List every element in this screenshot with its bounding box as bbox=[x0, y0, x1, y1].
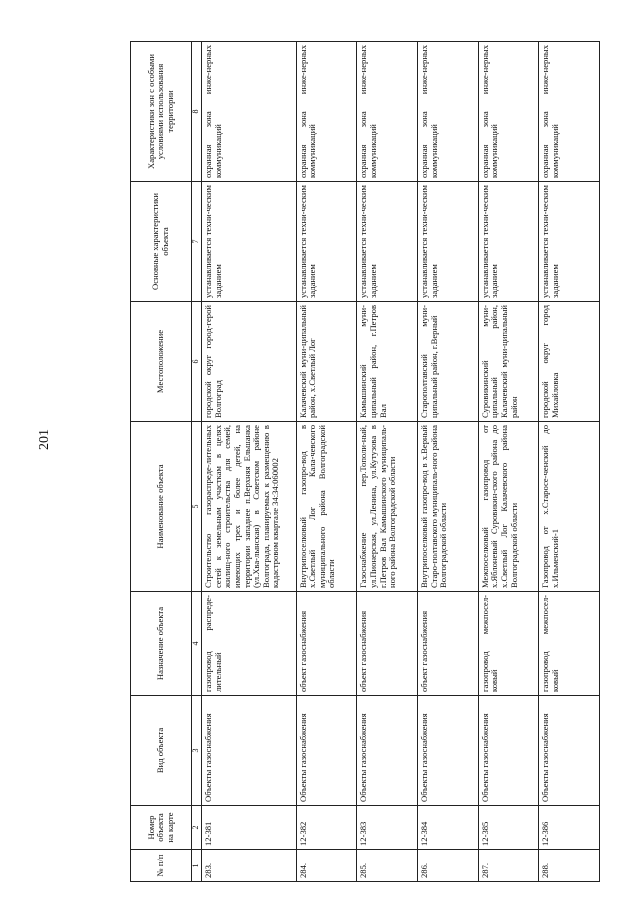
header-row bbox=[131, 42, 192, 882]
cell-name: Внутрипоселковый газопро-вод в х.Верный Старо-полтавского муниципаль-ного района Волгоградской области bbox=[417, 422, 478, 592]
cell-location: городской округ город-герой Волгоград bbox=[202, 302, 297, 422]
col-header-name: Наименование объекта bbox=[131, 422, 192, 592]
cell-map-number: 12-381 bbox=[202, 806, 297, 850]
cell-name: Внутрипоселковый газопро-вод в х.Светлый Лог Кала-чевского муниципального района Волгоградской области bbox=[296, 422, 357, 592]
cell-zone: охранная зона инже-нерных коммуникаций bbox=[417, 42, 478, 182]
cell-zone: охранная зона инже-нерных коммуникаций bbox=[478, 42, 539, 182]
cell-object-kind: Объекты газоснабжения bbox=[296, 696, 357, 806]
cell-zone: охранная зона инже-нерных коммуникаций bbox=[296, 42, 357, 182]
col-number: 3 bbox=[192, 696, 202, 806]
cell-characteristics: устанавливается техни-ческим заданием bbox=[478, 182, 539, 302]
cell-location: Старополтавский муни-ципальный район, г.Верный bbox=[417, 302, 478, 422]
cell-location: Камышинский муни-ципальный район, г.Петров Вал bbox=[357, 302, 418, 422]
cell-location: Суровикинский муни-ципальный район, Калачевский муни-ципальный район bbox=[478, 302, 539, 422]
column-number-row bbox=[192, 42, 202, 882]
cell-location: городской округ город Михайловка bbox=[539, 302, 600, 422]
table-row bbox=[478, 42, 539, 882]
objects-table bbox=[130, 41, 600, 882]
cell-name: Межпоселковый газопровод от х.Яблоневый Суровикин-ского района до х.Светлый Лог Калачевского района Волгоградской области bbox=[478, 422, 539, 592]
cell-map-number: 12-384 bbox=[417, 806, 478, 850]
cell-object-kind: Объекты газоснабжения bbox=[202, 696, 297, 806]
cell-zone: охранная зона инже-нерных коммуникаций bbox=[357, 42, 418, 182]
table-row bbox=[202, 42, 297, 882]
col-number: 8 bbox=[192, 42, 202, 182]
cell-zone: охранная зона инже-нерных коммуникаций bbox=[539, 42, 600, 182]
cell-object-kind: Объекты газоснабжения bbox=[539, 696, 600, 806]
col-header-index: № п/п bbox=[131, 850, 192, 882]
cell-index: 288. bbox=[539, 850, 600, 882]
col-header-purpose: Назначение объекта bbox=[131, 592, 192, 696]
table-row bbox=[296, 42, 357, 882]
col-header-characteristics: Основные характеристики объекта bbox=[131, 182, 192, 302]
col-header-zone: Характеристики зон с особыми условиями использования территории bbox=[131, 42, 192, 182]
cell-map-number: 12-385 bbox=[478, 806, 539, 850]
cell-purpose: газопровод межпосел-ковый bbox=[539, 592, 600, 696]
cell-purpose: газопровод межпосел-ковый bbox=[478, 592, 539, 696]
cell-purpose: объект газоснабжения bbox=[357, 592, 418, 696]
cell-name: Газопровод от х.Старосе-ченский до х.Ильменский-1 bbox=[539, 422, 600, 592]
cell-characteristics: устанавливается техни-ческим заданием bbox=[539, 182, 600, 302]
cell-zone: охранная зона инже-нерных коммуникаций bbox=[202, 42, 297, 182]
cell-map-number: 12-386 bbox=[539, 806, 600, 850]
col-header-location: Местоположение bbox=[131, 302, 192, 422]
cell-purpose: объект газоснабжения bbox=[296, 592, 357, 696]
page-number: 201 bbox=[37, 429, 52, 450]
col-number: 6 bbox=[192, 302, 202, 422]
col-header-map-number: Номер объекта на карте bbox=[131, 806, 192, 850]
cell-index: 286. bbox=[417, 850, 478, 882]
cell-characteristics: устанавливается техни-ческим заданием bbox=[357, 182, 418, 302]
col-number: 7 bbox=[192, 182, 202, 302]
col-number: 4 bbox=[192, 592, 202, 696]
table-row bbox=[539, 42, 600, 882]
col-number: 1 bbox=[192, 850, 202, 882]
cell-purpose: объект газоснабжения bbox=[417, 592, 478, 696]
cell-map-number: 12-383 bbox=[357, 806, 418, 850]
cell-object-kind: Объекты газоснабжения bbox=[417, 696, 478, 806]
cell-index: 283. bbox=[202, 850, 297, 882]
cell-characteristics: устанавливается техни-ческим заданием bbox=[417, 182, 478, 302]
cell-purpose: газопровод распреде-лительный bbox=[202, 592, 297, 696]
col-number: 5 bbox=[192, 422, 202, 592]
table-row bbox=[417, 42, 478, 882]
cell-name: Газоснабжение пер.Тополи-ный, ул.Пионерская, ул.Ленина, ул.Кутузова в г.Петров Вал Камышинского муниципаль-ного района Волгоградской области bbox=[357, 422, 418, 592]
rotated-table-container bbox=[130, 42, 600, 882]
cell-location: Калачевский муни-ципальный район, х.Светлый Лог bbox=[296, 302, 357, 422]
cell-index: 284. bbox=[296, 850, 357, 882]
cell-object-kind: Объекты газоснабжения bbox=[357, 696, 418, 806]
col-header-object-kind: Вид объекта bbox=[131, 696, 192, 806]
cell-index: 285. bbox=[357, 850, 418, 882]
cell-characteristics: устанавливается техни-ческим заданием bbox=[296, 182, 357, 302]
cell-characteristics: устанавливается техни-ческим заданием bbox=[202, 182, 297, 302]
cell-name: Строительство газораспреде-лительных сетей к земельным участкам в целях жилищ-ного строительства для семей, имеющих трех и более детей, на территории западнее п.Верхняя Ельшанка (ул.Хва-лынская) в Советском районе Волгограда, планируемых к размещению в кадастровом квартале 34:34:060002 bbox=[202, 422, 297, 592]
table-row bbox=[357, 42, 418, 882]
col-number: 2 bbox=[192, 806, 202, 850]
cell-index: 287. bbox=[478, 850, 539, 882]
cell-map-number: 12-382 bbox=[296, 806, 357, 850]
cell-object-kind: Объекты газоснабжения bbox=[478, 696, 539, 806]
